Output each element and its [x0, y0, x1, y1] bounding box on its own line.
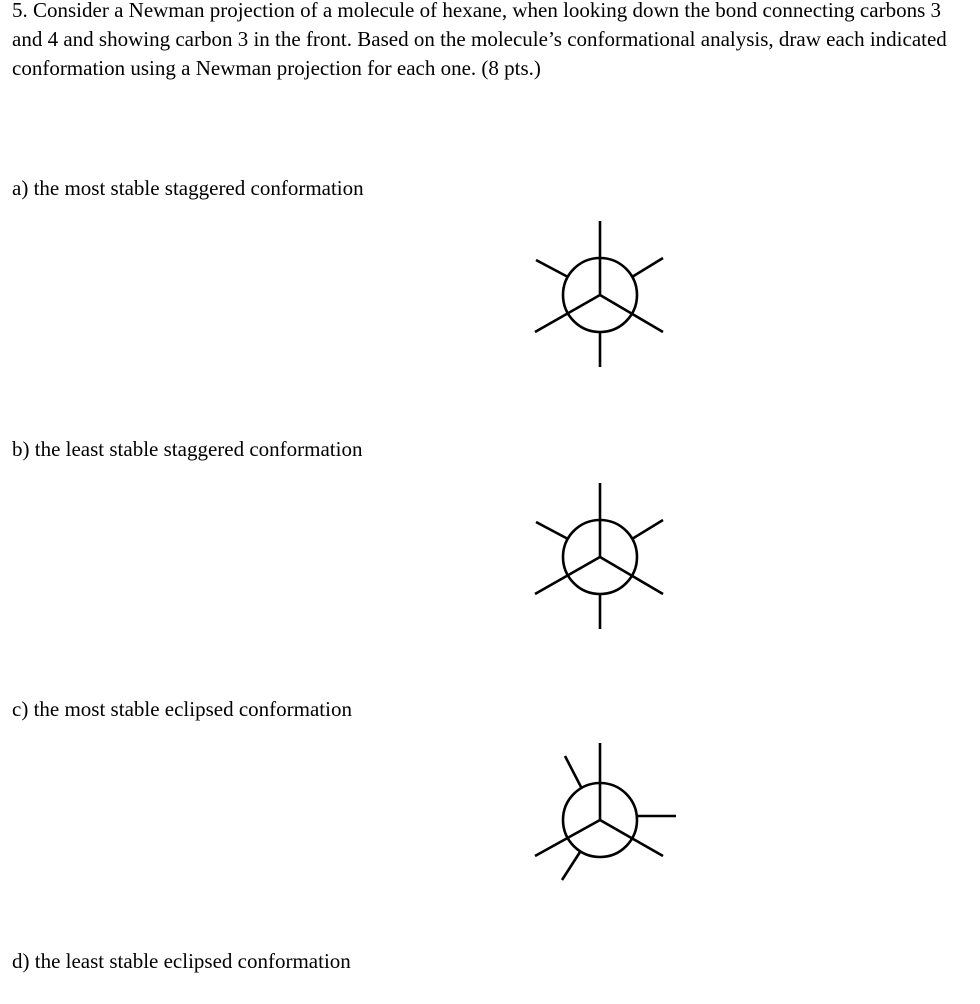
back-bond-lower-left	[562, 852, 580, 880]
newman-projection-eclipsed-c	[530, 740, 680, 886]
front-bond-lower-left	[535, 557, 600, 594]
back-bond-upper-left	[536, 260, 568, 277]
back-bond-upper-left	[536, 522, 568, 539]
front-bond-lower-left	[535, 820, 600, 856]
newman-projection-staggered-b	[530, 480, 670, 632]
newman-projection-staggered-a	[530, 218, 670, 370]
part-b-label: b) the least stable staggered conformation	[12, 437, 363, 461]
front-bond-lower-right	[600, 295, 663, 332]
part-d-label: d) the least stable eclipsed conformation	[12, 949, 351, 973]
front-bond-lower-right	[600, 820, 663, 856]
front-bond-lower-left	[535, 295, 600, 332]
front-bond-lower-right	[600, 557, 663, 594]
back-bond-upper-right	[632, 258, 663, 277]
back-bond-upper-right	[632, 520, 663, 539]
part-c-label: c) the most stable eclipsed conformation	[12, 697, 352, 721]
back-bond-upper-left	[565, 756, 581, 787]
part-a-label: a) the most stable staggered conformation	[12, 176, 364, 200]
question-text: 5. Consider a Newman projection of a molecule of hexane, when looking down the bond connecting carbons 3 and 4 and showing carbon 3 in the front. Based on the molecule’s conformational analysis, draw each indicated conformation using a Newman projection for each one. (8 pts.)	[12, 0, 947, 80]
